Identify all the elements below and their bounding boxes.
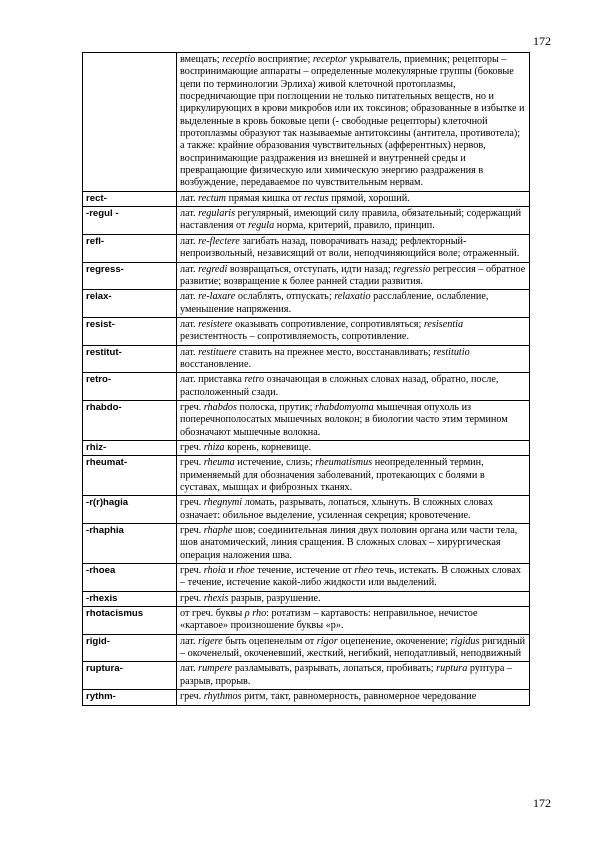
source-word: ρ rho [244, 608, 267, 620]
dictionary-row [83, 496, 530, 524]
definition-text: лат. [180, 291, 199, 303]
source-word: rhexis [203, 592, 229, 604]
entry-definition [177, 262, 530, 290]
entry-definition [177, 373, 530, 401]
definition-text: мышечная опухоль из поперечнополосатых мышечных волокон; в биологии часто этим термином обозначают мышечные волокна. [180, 401, 508, 438]
source-word: restituere [198, 346, 237, 358]
entry-definition [177, 456, 530, 496]
entry-term: rhotacismus [83, 607, 177, 635]
source-word: regredi [198, 263, 228, 275]
source-word: retro [244, 374, 265, 386]
entry-definition [177, 607, 530, 635]
definition-text: лат. приставка [180, 374, 245, 386]
source-word: rhabdomyoma [315, 401, 374, 413]
source-word: rhegnymi [203, 497, 243, 509]
definition-text: лат. [180, 235, 199, 247]
source-word: rhoe [236, 565, 255, 577]
dictionary-table [82, 52, 530, 706]
source-word: resisentia [423, 318, 464, 330]
dictionary-row [83, 634, 530, 662]
definition-text: ставить на прежнее место, восстанавливать; [236, 346, 434, 358]
source-word: rectus [304, 192, 329, 204]
definition-text: лат. [180, 346, 199, 358]
definition-text: прямая кишка от [226, 192, 305, 204]
dictionary-row [83, 234, 530, 262]
source-word: rheumatismus [315, 457, 373, 469]
definition-text: шов; соединительная линия двух половин органа или части тела, шов анатомический, линия сращения. В сложных словах – хирургическая операция наложения шва. [180, 525, 518, 561]
source-word: resistere [198, 318, 233, 330]
entry-definition [177, 524, 530, 564]
entry-term: rect- [83, 191, 177, 206]
entry-term: -rhaphia [83, 524, 177, 564]
definition-text: оцепенение, окоченение; [337, 635, 451, 647]
dictionary-row [83, 290, 530, 318]
definition-text: лат. [180, 208, 199, 220]
dictionary-row [83, 400, 530, 440]
definition-text: восстановление. [180, 358, 252, 370]
source-word: receptor [312, 54, 347, 65]
definition-text: греч. [180, 691, 204, 703]
definition-text: руптура – разрыв, прорыв. [180, 663, 513, 687]
source-word: regula [247, 220, 275, 232]
definition-text: от греч. буквы [180, 608, 245, 620]
source-word: rumpere [198, 663, 233, 675]
dictionary-row [83, 317, 530, 345]
definition-text: : ротатизм – картавость: неправильное, нечистое «картавое» произношение буквы «р». [180, 608, 478, 632]
source-word: ruptura [436, 663, 468, 675]
source-word: regularis [198, 208, 236, 220]
entry-definition [177, 496, 530, 524]
definition-text: быть оцепенелым от [222, 635, 317, 647]
source-word: rheo [354, 565, 373, 577]
entry-term: -r(r)hagia [83, 496, 177, 524]
source-word: rhiza [203, 441, 225, 453]
definition-text: лат. [180, 192, 199, 204]
entry-definition [177, 53, 530, 192]
entry-term: rigid- [83, 634, 177, 662]
page-number-top: 172 [533, 34, 551, 48]
definition-text: резистентность – сопротивляемость, сопротивление. [180, 331, 409, 343]
entry-term: rheumat- [83, 456, 177, 496]
dictionary-row [83, 191, 530, 206]
dictionary-row [83, 456, 530, 496]
definition-text: регулярный, имеющий силу правила, обязательный; содержащий наставления от [180, 208, 522, 232]
dictionary-row [83, 564, 530, 592]
entry-definition [177, 207, 530, 235]
entry-definition [177, 345, 530, 373]
definition-text: ослаблять, отпускать; [235, 291, 335, 303]
dictionary-row [83, 524, 530, 564]
entry-term: rhabdo- [83, 400, 177, 440]
source-word: relaxatio [334, 291, 371, 303]
entry-definition [177, 191, 530, 206]
dictionary-row [83, 662, 530, 690]
definition-text: восприятие; [255, 54, 313, 65]
definition-text: вмещать; [180, 54, 223, 65]
entry-term: regress- [83, 262, 177, 290]
entry-term: restitut- [83, 345, 177, 373]
definition-text: лат. [180, 318, 199, 330]
definition-text: лат. [180, 635, 199, 647]
source-word: restitutio [433, 346, 470, 358]
definition-text: течь, истекать. В сложных словах – течение, истечение какой-либо жидкости или выделений. [180, 565, 521, 589]
entry-term: relax- [83, 290, 177, 318]
source-word: receptio [222, 54, 256, 65]
dictionary-row [83, 262, 530, 290]
definition-text: лат. [180, 263, 199, 275]
definition-text: разламывать, разрывать, лопаться, пробивать; [232, 663, 437, 675]
source-word: re-flectere [198, 235, 240, 247]
source-word: regressio [393, 263, 431, 275]
definition-text: греч. [180, 457, 204, 469]
source-word: rhythmos [203, 691, 242, 703]
definition-text: норма, критерий, правило, принцип. [274, 220, 435, 232]
source-word: rigere [198, 635, 223, 647]
entry-term: -rhexis [83, 591, 177, 606]
entry-term: resist- [83, 317, 177, 345]
entry-definition [177, 634, 530, 662]
definition-text: и [225, 565, 237, 577]
entry-definition [177, 591, 530, 606]
dictionary-row [83, 591, 530, 606]
entry-term: -rhoea [83, 564, 177, 592]
definition-text: означающая в сложных словах назад, обратно, после, расположенный сзади. [180, 374, 499, 398]
definition-text: истечение, слизь; [234, 457, 316, 469]
definition-text: ригидный – окоченелый, окоченевший, жесткий, негибкий, неподатливый, неподвижный [180, 635, 526, 660]
entry-term: -regul - [83, 207, 177, 235]
source-word: rheuma [203, 457, 235, 469]
definition-text: регрессия – обратное развитие; возвращение к более ранней стадии развития. [180, 263, 526, 287]
dictionary-row [83, 373, 530, 401]
definition-text: полоска, прутик; [236, 401, 316, 413]
entry-term: retro- [83, 373, 177, 401]
source-word: rigor [316, 635, 338, 647]
definition-text: греч. [180, 565, 204, 577]
entry-term: refl- [83, 234, 177, 262]
definition-text: разрыв, разрушение. [228, 592, 321, 604]
entry-definition [177, 564, 530, 592]
definition-text: течение, истечение от [254, 565, 355, 577]
entry-definition [177, 234, 530, 262]
definition-text: ритм, такт, равномерность, равномерное чередование [241, 691, 477, 703]
definition-text: возвращаться, отступать, идти назад; [227, 263, 394, 275]
definition-text: ломать, разрывать, лопаться, хлынуть. В сложных словах означает: обильное выделение, усиленная секреция; кровотечение. [180, 497, 493, 521]
entry-definition [177, 400, 530, 440]
source-word: rhabdos [203, 401, 237, 413]
definition-text: греч. [180, 401, 204, 413]
entry-definition [177, 662, 530, 690]
source-word: rectum [198, 192, 227, 204]
definition-text: оказывать сопротивление, сопротивляться; [232, 318, 424, 330]
source-word: re-laxare [198, 291, 236, 303]
dictionary-row [83, 53, 530, 192]
definition-text: загибать назад, поворачивать назад; рефлекторный- непроизвольный, независящий от воли, неподчиняющийся воле; отраженный. [180, 235, 520, 260]
entry-definition [177, 317, 530, 345]
entry-definition [177, 290, 530, 318]
dictionary-row [83, 207, 530, 235]
dictionary-row [83, 690, 530, 705]
definition-text: корень, корневище. [224, 441, 312, 453]
source-word: rhaphe [203, 525, 233, 537]
definition-text: неопределенный термин, применяемый для обозначения заболеваний, протекающих с болями в суставах, мышцах и фиброзных тканях. [180, 457, 485, 493]
dictionary-row [83, 607, 530, 635]
definition-text: укрыватель, приемник; рецепторы – воспринимающие аппараты – определенные молекулярные группы (боковые цепи по терминологии Эрлиха) живой клеточной протоплазмы, посредничающие при поглощении не только питательных веществ, но и циркулирующих в крови микробов или их токсинов; образованные в избытке и выделенные в кровь боковые цепи (- свободные рецепторы) клеточной протоплазмы образуют так называемые антитоксины (антитела, противотела); а также: крайние образования чувствительных (афферентных) нервов, воспринимающие раздражения из внешней и внутренней среды и превращающие физическую или химическую энергию раздражения в возбуждение, передаваемое по чувствительным нервам. [180, 54, 525, 189]
page-number-bottom: 172 [533, 796, 551, 810]
dictionary-row [83, 345, 530, 373]
dictionary-body [83, 53, 530, 706]
definition-text: греч. [180, 497, 204, 509]
definition-text: лат. [180, 663, 199, 675]
definition-text: расслабление, ослабление, уменьшение напряжения. [180, 291, 489, 315]
dictionary-row [83, 440, 530, 455]
definition-text: греч. [180, 441, 204, 453]
definition-text: прямой, хороший. [328, 192, 410, 204]
source-word: rigidus [450, 635, 480, 647]
entry-term [83, 53, 177, 192]
entry-term: ruptura- [83, 662, 177, 690]
source-word: rhoia [203, 565, 226, 577]
entry-definition [177, 440, 530, 455]
entry-term: rhiz- [83, 440, 177, 455]
entry-definition [177, 690, 530, 705]
definition-text: греч. [180, 592, 204, 604]
entry-term: rythm- [83, 690, 177, 705]
definition-text: греч. [180, 525, 204, 537]
